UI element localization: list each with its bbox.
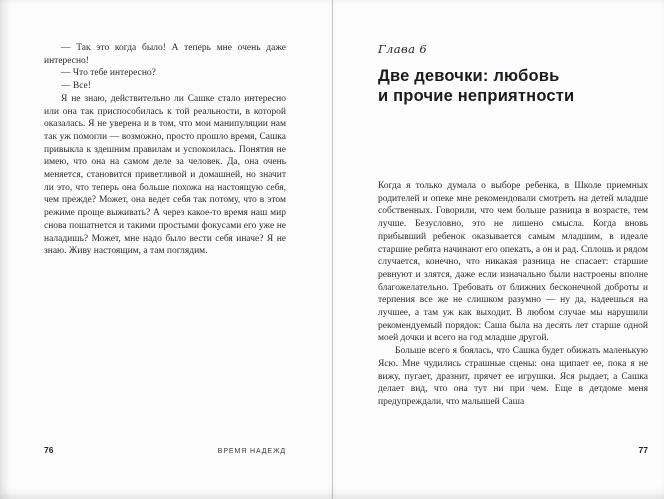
left-page-footer	[44, 445, 286, 455]
dialogue-line: — Все!	[61, 81, 91, 92]
running-title: ВРЕМЯ НАДЕЖД	[217, 448, 286, 455]
chapter-label: Глава 6	[378, 42, 428, 56]
narration-paragraph: Больше всего я боялась, что Сашка будет обижать маленькую Ясю. Мне чудились страшные сцены: она щипает ее, пока я не вижу, пугает, дразнит, прячет ее игрушки. Яся рыдает, а Сашка делает вид, что она тут ни при чем. Еще в детдоме меня предупреждали, что малышей Саша	[378, 346, 648, 407]
page-number-right: 77	[638, 445, 648, 455]
right-page-footer	[378, 445, 648, 455]
left-page-body-text	[44, 42, 286, 258]
dialogue-line: — Так это когда было! А теперь мне очень даже интересно!	[44, 43, 286, 66]
chapter-title	[378, 66, 574, 106]
narration-paragraph: Я не знаю, действительно ли Сашке стало интересно или она так приспособилась к той реальности, в которой оказалась. Я не уверена и в том, что мои манипуляции нам так уж помогли — возможно, просто прошло время, Сашка привыкла к здешним правилам и успокоилась. Понятия не имею, что она на самом деле за человек. Да, она очень меняется, становится приветливой и домашней, но значит ли это, что теперь она больше похожа на настоящую себя, чем прежде? Может, она ведет себя так потому, что в этом режиме проще выживать? А через какое-то время наш мир снова пошатнется и такими простыми фокусами его уже не наладишь? Может, мне надо было вести себя иначе? Я не знаю. Живу настоящим, а там поглядим.	[44, 93, 286, 257]
chapter-title-line-1: Две девочки: любовь	[378, 67, 560, 85]
page-number-left: 76	[44, 445, 54, 455]
chapter-title-line-2: и прочие неприятности	[378, 87, 575, 105]
right-page-body-text	[378, 180, 648, 409]
gutter-line	[332, 0, 333, 499]
narration-paragraph: Когда я только думала о выборе ребенка, в Школе приемных родителей и опеке мне рекомендовали смотреть на детей младше собственных. Говорили, что чем больше разница в возрасте, тем лучше. Безусловно, это не лишено смысла. Когда вновь прибывший ребенок оказывается самым младшим, в идеале старшие ребята начинают его опекать, а он и рад. Сплошь и рядом случается, конечно, что никакая разница не спасает: старшие ревнуют и злятся, даже если изначально были настроены вполне благожелательно. Требовать от ближних бесконечной доброты и терпения все же не слишком разумно — ну да, надеешься на лучшее, а там уж как выходит. В любом случае мы нарушили рекомендуемый порядок: Саша была на десять лет старше одной моей дочки и всего на год младше другой.	[378, 181, 648, 344]
dialogue-line: — Что тебе интересно?	[61, 68, 156, 79]
right-page	[333, 0, 664, 499]
